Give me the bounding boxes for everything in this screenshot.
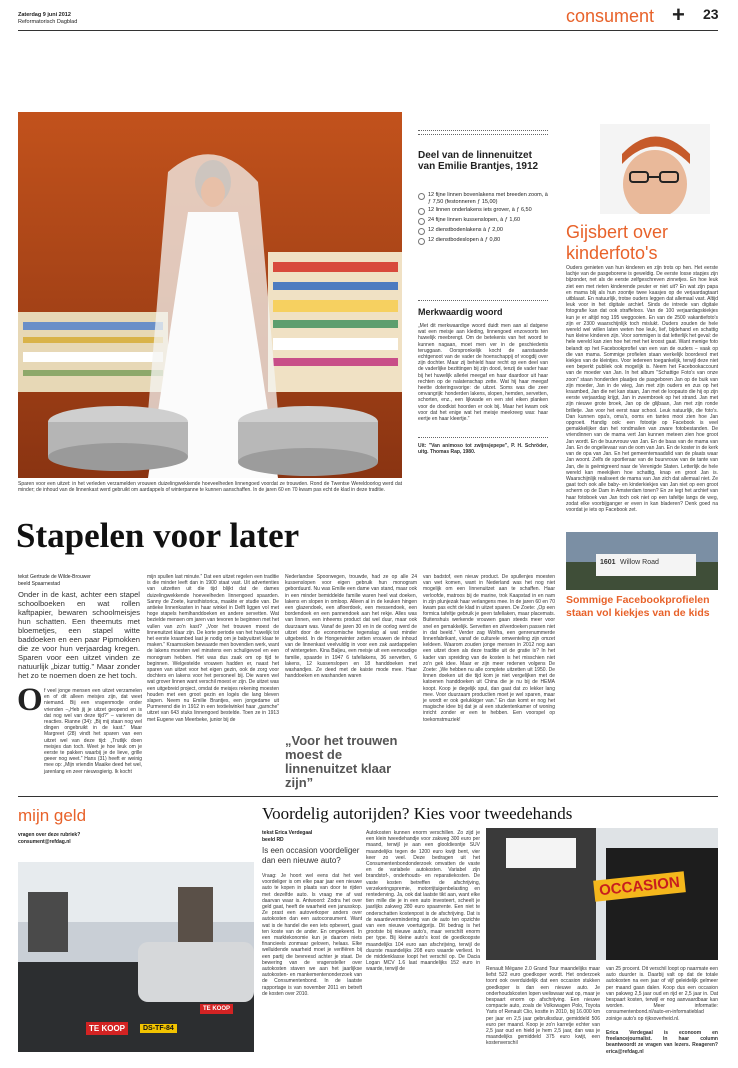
contact-question: vragen over deze rubriek? [18, 832, 81, 838]
bullet-icon [418, 208, 425, 215]
auto-lede: Is een occasion voordeliger dan een nieuwe auto? [262, 846, 360, 865]
auto-byline [262, 830, 312, 843]
box-woord-top [418, 300, 548, 301]
uitzet-item [418, 217, 548, 225]
te-koop-sign-1: TE KOOP [86, 1022, 128, 1035]
uitzet-item [418, 207, 548, 215]
auto-col3: Renault Mégane 2.0 Grand Tour maandelijks maar liefst 522 euro goedkoper wordt. Het onderzoek toont ook overduidelijk dat een occasion stukken goedkoper is dan een nieuwe auto. Je onderhoudskosten lopen weliswaar wat op, maar je bespaart enorm op afschrijving. Een nieuwe compacte auto, zoals de Volkswagen Polo, Toyota Yaris of Renault Clio, kostte in 2010, bij 16.000 km per jaar en 2,5 jaar gebruiksduur, gemiddeld 506 euro per maand. Koop je zo'n karretje echter van 2,5 jaar oud en hield je hem 2,5 jaar, dan was je maandelijks gemiddeld 375 euro kwijt, een kostenverschil [486, 966, 600, 1047]
issue-date: Zaterdag 9 juni 2012 [18, 12, 71, 18]
paper-name: Reformatorisch Dagblad [18, 19, 78, 25]
wedding-photo [18, 112, 402, 478]
box-uitzet-top2 [418, 134, 548, 135]
auto-byline-text: tekst Erica Verdegaal [262, 830, 313, 836]
byline-photo: beeld Spaarnestad [18, 580, 60, 587]
uitzet-title: Deel van de linnenuitzet van Emilie Brantjes, 1912 [418, 150, 539, 172]
uitzet-item [418, 227, 548, 235]
page-number: 23 [703, 6, 719, 22]
uitzet-item [418, 237, 548, 245]
mijngeld-section: mijn geld [18, 806, 87, 825]
column-caption: Sommige Facebookprofielen staan vol kiekjes van de kids [566, 594, 710, 619]
uitzet-item-text: 12 dienstbodeslopen à ƒ 0,80 [428, 237, 501, 243]
contact-email: consument@refdag.nl [18, 838, 71, 845]
article-col3: Nederlandse Spoorwegen, trouwde, had ze op alle 24 kussenslopen voor eigen gebruik hun monogram geborduurd. Nu was Emilie een dame van stand, maar ook in een minder bemiddelde familie waren heel wat doeken, lakens en slopen in omloop. Alleen al in de keuken hingen een glazendoek, een afloerdoek, een messendoek, een bordendoek en een pannendoek aan het rekje. Alles was van linnen, een inheems product dat wel duur, maar ook duurzaam was. Vanaf de jaren 30 en in de oorlog werd de uitzet door de economische tegenslag al wat minder uitgebreid. In de Hongerwinter zetten vrouwen de inhoud van de linnenkast veelvuldig in voor een zak aardappelen of wintergeten. Kina Baljeu, een meisje uit een eenvoudige familie, spaarde in 1947 6 tafellakens, 36 servetten, 6 lakens, 12 kussenslopen en 18 handdoeken met washandjes. Ze deed met de kaiste mode mee. Haar handdoeken en washanden waren [285, 574, 417, 680]
auto-headline: Voordelig autorijden? Kies voor tweedehands [262, 804, 573, 823]
masthead-left [18, 12, 77, 26]
auto-col1: Vraag: Je hoort wel eens dat het wel voordeliger is om elke paar jaar een nieuwe auto te kopen in plaats van door te rijden met dezelfde auto. Is vraag me af wat daarvan waar is. Antwoord: Zodra het over geld gaat, heeft de waarheid een janusskop. Ze prast een autoverkoper anders over autokosten dan een autoconsument. Want wat is de handel die een iets opbevert, gaat ten koste van de ander. En omgekeerd. In een marktekonomie kun je daarom niets financieels zonmaar geloven, helaas. Elke welluidende waarheid moet je verifiëren bij een partij die bevreesd achter je staat. De bewering van de vragensteller over autokosten staven we aan het jaarlijkse autokosten- en mankementenonderzoek van de Consumentenbond. In de laatste rapportage is van november 2011 en betreft de kosten over 2010. [262, 873, 362, 997]
article-col4: van badstof, een nieuw product. De spullenjes moesten van wet komen, want in Nederland was het nog niet mogelijk om een linnenuitzet aan te schaffen. Haar verloofde, matroos bij de marine, trok Kaapstad in en nam in zijn plunjezak haar verlangens mee. In de jaren 60 en 70 kwam pas echt de klad in uitzet sparen. De Zoete: „Op een formica tafeltje gebruik je geen tafellaken, maar placemats. Buitenshuis werkende vrouwen gaan steeds meer voor snel en gemakkelijk. Servetten en zilverdoeken passen niet in dat beeld.” Verder zag Wolfra, een genrenummerde linnenfabrikant, vanaf de culturele omwenteling zijn omzet keldeen. Waarom zouden jonge mensen in 2012 nog aan een uitzet doen als deze traditie uit de gratie is? In het kader van spreiding van de kosten is het misschien niet zo'n gek idee. Maar er zijn meer redenen volgens De Zoete: „We hebben nu alle complete uitzetten uit 1950. De linnen doeken uit die tijd kom je niet vergelijken met de katoenen handdoeken uit China die je nu bij de HEMA koopt. Koop je degelijk spul, dan gaat dat zo lekker lang mee. Voor duurzaam productien moet je wel sparen, maar je wordt er ook gelukkiger van.” En dan komt er nog het magische idee bij dat je al een studentenkamer of woning inricht zonder er een te hebben. Een voorspel op toekomstmuziek! [423, 574, 555, 723]
bullet-icon [418, 193, 425, 200]
byline-text: tekst Gertrude de Wilde-Brouwer [18, 574, 91, 580]
auto-byline-photo: beeld RD [262, 836, 284, 843]
bullet-icon [418, 228, 425, 235]
uitzet-item-text: 24 fijne linnen kussenslopen, à ƒ 1,60 [428, 217, 521, 223]
plus-icon: + [672, 2, 685, 27]
car-market-photo [18, 862, 254, 1052]
auto-col2: Autokosten kunnen enorm verschillen. Zo zijd je een klein tweedehandje voor zakweg 300 euro per maand, terwijl je aan een glooldiesntje SUV maandelijks tegen de 1200 euro kwijt bent, vier keer zo veel. Deze bedragen uit het Consumentenbondonderzoek omvatten de vaste en de variabele autokosten. Variabel zijn brandstof-, onderhouds- en reparatiekosten. De vaste kosten betreffen de afschrijving, verzekeringspremie, motorrijtuigenbelasting en rentederving. Ja, ook dat laatste tikt aan, want elke tien mille die je in een auto investeert, scheelt je jaarlijks zakweg 280 euro spaarrente. Een niet te onderschatten kostenpost is de afschrijving. Dat is de waardevermindering van de auto ten opzichte van een nieuwe voertuigprijs. Dit bedrag is het grootste bij nieuwe auto's, maar verschilt enorm per type. Bij kleine auto's kost de goedkoopste maandelijks 104 euro aan afschrijving, terwijl de duurste maandelijks 208 euro waarde verliest. In de middenklasse loopt het verschil op. De Dacia Logan MCV 1.6 laat maandelijks 152 euro in waarde, terwijl de [366, 830, 480, 973]
auto-credit: Erica Verdegaal is econoom en freelancejournalist. In haar column beantwoordt ze vragen van lezers. Reageren? erica@refdag.nl [606, 1030, 718, 1055]
article-headline: Stapelen voor later [16, 516, 300, 555]
woord-source: Uit: "Van animoso tot zwijnsjepepe", P. H. Schröder, uitg. Thomas Rap, 1980. [418, 443, 548, 456]
uitzet-item-text: 12 dienstbodenlakens à ƒ 2,00 [428, 227, 503, 233]
section-title: consument [566, 6, 655, 26]
photo-caption: Sparen voor een uitzet: in het verleden verzamelden vrouwen duizelingwekkende hoeveelheden linnengoed voordat ze trouwden. Rond de Twentse Wereldoorlog werd dat minder; de inhoud van de linnenkast werd gebruikt om aardappels of winterpanne te kunnen aanschaffen. In de jaren 60 en 70 kwam pas echt de klad in deze traditie. [18, 481, 402, 494]
dropcap: O [17, 682, 43, 718]
header-rule [18, 30, 718, 31]
article-col1: f veel jonge mensen een uitzet verzamelen en of dit alleen meisjes zijn, dat weet niemand. Bij een vragenmodje onder vrienden –„Heb jij je uitzet geopend en is dat nog wel van deze tijd?” – varieren de reacties. Rianne (34): „Bij mij staan nog wel dingen ongebruikt in de kast.” Maar Margreet (28) vindt het sparen van een uitzet wel van deze tijd: „Trutlijk doen meisjes dan toch. Weet je hoe leuk om je eerste te pakken waarbij je de lieve, grille geeer nog weet.” Hans (31) heeft er weinig mee op: „Mijn vriendin Maaike deed het wel, jarenlang en zeer nieuwsgierig. Ik kocht [44, 688, 142, 775]
mijngeld-contact [18, 832, 80, 845]
facebook-sign-number: 1601 [600, 559, 616, 566]
occasion-sign: OCCASION [593, 871, 686, 901]
article-byline [18, 574, 91, 587]
license-plate: DS-TF-84 [140, 1024, 177, 1033]
article-col2: mijn spullen last minute.” Dat een uitzet regelen een traditie is die minder leeft dan in 1900 staat vast. Uit advertenties van uitzetten uit die tijd blijkt dat de dames duizelingwekkende hoeveelheden linnengoed spaarden. Sanny de Zoete, kunsthistorica, maakte er studie van. De antieke linnenkasten in haar winkel in Delft liggen vol met hoge stapels hemlhanddoeken en andere servetten. Wat bezielde mensen om jaren van tevoren te beginnen met het vullen van zo'n kast? „Voor het trouwen moest de linnenuitzet klaar zijn. De korte periode van het huwelijk tot het eerste kraambed laat je nodig om je babyuitzet klaar te maken.” Kraamsoken bewaarde men bovendien werk, want de lakens moesten wel minstens een schuilgevoel en een monogram hebben. Het was dus zaak om op tijd te beginnen. Welgestelde vrouwen hadden er, naast het sparen van uitzet voor het eigen gezin, ook de zorg voor dochters en lakens voor het personeel bij. Die waren wel wat grover linnen want verschil moest er zijn. De uitzet was een uitgebreid project, omdat de meisjes rekening moesten houden met een groot gezin en logés die lang bleven slapen. Neem nu Emilie Brantjes, een jongedame uit Purmerend die in 1912 in een textielwinkel haar „garnche” uitzet van 643 stuks linnengoed bestelde. Toen ze in 1913 met Eugene van Meerbeke, junior bij de [147, 574, 279, 723]
author-photo [600, 124, 710, 214]
auto-col4: van 25 procent. Dit verschil loopt op naarmate een auto duurder is. Daarbij valt op dat de totale autokosten na een jaar of vijf geleidelijk gelmeer per maand gaan dalen. Koop dus een occasion van pakweg 2,5 jaar oud en rijd er 2,5 jaar in. Dat bespaart kosten, terwijl er nog aanvaardbaar kan worden. Meer informatie: consumentenbond.nl/auto-en-informatieblad zoinige auto's op rijksoverheid.nl. [606, 966, 718, 1022]
woord-title: Merkwaardig woord [418, 307, 503, 317]
column-title: Gijsbert over kinderfoto's [566, 222, 669, 263]
box-uitzet-top [418, 130, 548, 131]
uitzet-list [418, 192, 548, 247]
box-woord-bottom [418, 437, 548, 438]
facebook-sign-street: Willow Road [620, 559, 659, 566]
author-photo-illustration [600, 124, 710, 214]
bullet-icon [418, 218, 425, 225]
uitzet-item [418, 192, 548, 205]
uitzet-item-text: 12 linnen onderlakens iets grover, à ƒ 6,50 [428, 207, 532, 213]
te-koop-sign-2: TE KOOP [200, 1004, 233, 1014]
wedding-photo-illustration [18, 112, 402, 478]
woord-body: „Met dit merkwaardige woord duidt men aan al datgene wat een meisje aan kleding, linnengoed enzovoorts ten huwelijk meebrengt. Om de betekenis van het woord te kunnen nagaan, moet men ver in de geschiedenis teruggaan. Oorspronkelijk kocht de aanstaande echtgenoot van de vader de hoenschappij of voogdij over zijn dochter. Maar zij behield haar recht op een deel van de vaderlijke bezittingen bij zijn dood, tenzij de vader haar bij het huwelijk allerlei meegaf en haar daardoor uit haar rechten op de nalatenschap zette. Wat hij haar meegaf heette doteringsvorige: de uitzet. Soms was die zeer omvangrijk: honderden lakens, slopen, hemden, servetten, schorten, enz., een lijkwade en een stel eiken planken voor de doodkist hoorden er ook bij. Maar het kwam ook voor dat het enige wat het meisje meekreeg was: haar eertje en haar kleertje.” [418, 323, 548, 423]
article-intro: Onder in de kast, achter een stapel schoolboeken en wat rollen kaftpapier, bewaren schoolmeisjes hun schatten. Een theemuts met bloemetjes, een stapel witte baddoeken en een paar Pipmokken die ze voor hun verjaardag kregen. Sparen voor een uitzet vinden ze natuurlijk „bizar tuttig.” Maar zonder het zo te noemen doen ze het toch. [18, 590, 140, 680]
uitzet-item-text: 12 fijne linnen bovenlakens met breeden zoom, à ƒ 7,50 (festonneren ƒ 15,00) [428, 192, 548, 205]
column-body: Ouders genieten van hun kinderen en zijn trots op hen. Het eerste lachje van de pasgeborene is geweldig. De eerste losse stapjes zijn bijzonder, net als de eerste zelfgeschreven zinnetjes. En hoe leuk ziet een met rieten kinderende peuter er niet uit? En wat zijn papa en mama blij als hun zoontje twee kaasjes op de verjaardagtaart uitblaast. En natuurlijk, trotse ouders leggen dat allemaal vast. Altijd leuk voor in het digitale archief. Sinds de intrede van digitale fotografie kan dat ook straffeloos. Van de 100 verjaardagskiekjes kun je er altijd nog 195 weggooien. En van de 2500 vakantiefoto's zijn er 2300 waarschijnlijk toch mislukt. Ouders zouden de hele wereld wel willen laten weten hoe leuk, lief, bijdehand en schattig hun kleine kinderen zijn. Voor sommigen is dat letterlijk het geval: de hele wereld kan zien hoe het met het kroost gaat. Want menige foto belandt op het Facebookprofiel van een van de ouders – vaak op die van mama. Sommige profielen staan werkelijk boordevol met kiekjes van de kleintjes. Voor iedereen toegankelijk, terwijl deze niet een beperkt publiek ook mogelijk is. Neem het Facebookaccount van de moeder van Jan. In het album "Schattige Foto's van onze zoon" staan honderden plaatjes de pasgeboren Jan op de buik van zijn moeder, Jan in de wieg, Jan met zijn ouders en zus op het kraambed, Jan die net kan staan, Jan met de loopauto die hij op zijn eerste verjaardag krijgt, Jan in zwembroek op het strand. Jan met zijn nieuwe grote broek, Jan op de glijbaan, Jan met zijn ronde brilletje. Jan voor het eerst naar school. Leuk natuurlijk, die foto's. Dan kunnen opa's, oma's, ooms en tantes mooi zien hoe Jan opgroeit. Handig ook: een fotootje op Facebook is veel gemakkelijker dan het rondmailen van zware fotobestanden. De vriendinnen van de mama vert Jan kunnen meteen zien hoe groot Jan wordt. En de buurvrouw van Jan. En de baas van de mama van Jan. En de ongelievaar van de oom van Jan. En de koster in de kerk van de opa van Jan. En het gemeentemaadslid van de plaats waar Jan woont. Zelfs de sportleraar van de buurvrouw van de tante van Jan, die is geëmigreerd naar de Verenigde Staten. Letterlijk de hele wereld kan meekijken hoe schattig, knap en groot Jan is. Waarschijnlijk realiseert de mama van Jan zich dat allemaal niet. Ze gaat toch ook alle baby- en kinderkiekjes van Jan niet op een groot scherm op de Dam in Amsterdam tonen? En ze legt het archief van haar fotoboek van Jan toch ook niet op een tafeltje langs de weg, zodat elke voorbijganger er even in kan bladeren? Denk goed na voordat je iets op Facebook zet. [566, 265, 718, 513]
bottom-section-rule [18, 796, 718, 797]
bullet-icon [418, 238, 425, 245]
article-pullquote: „Voor het trouwen moest de linnenuitzet klaar zijn” [285, 733, 398, 790]
car-market-illustration [18, 862, 254, 1052]
